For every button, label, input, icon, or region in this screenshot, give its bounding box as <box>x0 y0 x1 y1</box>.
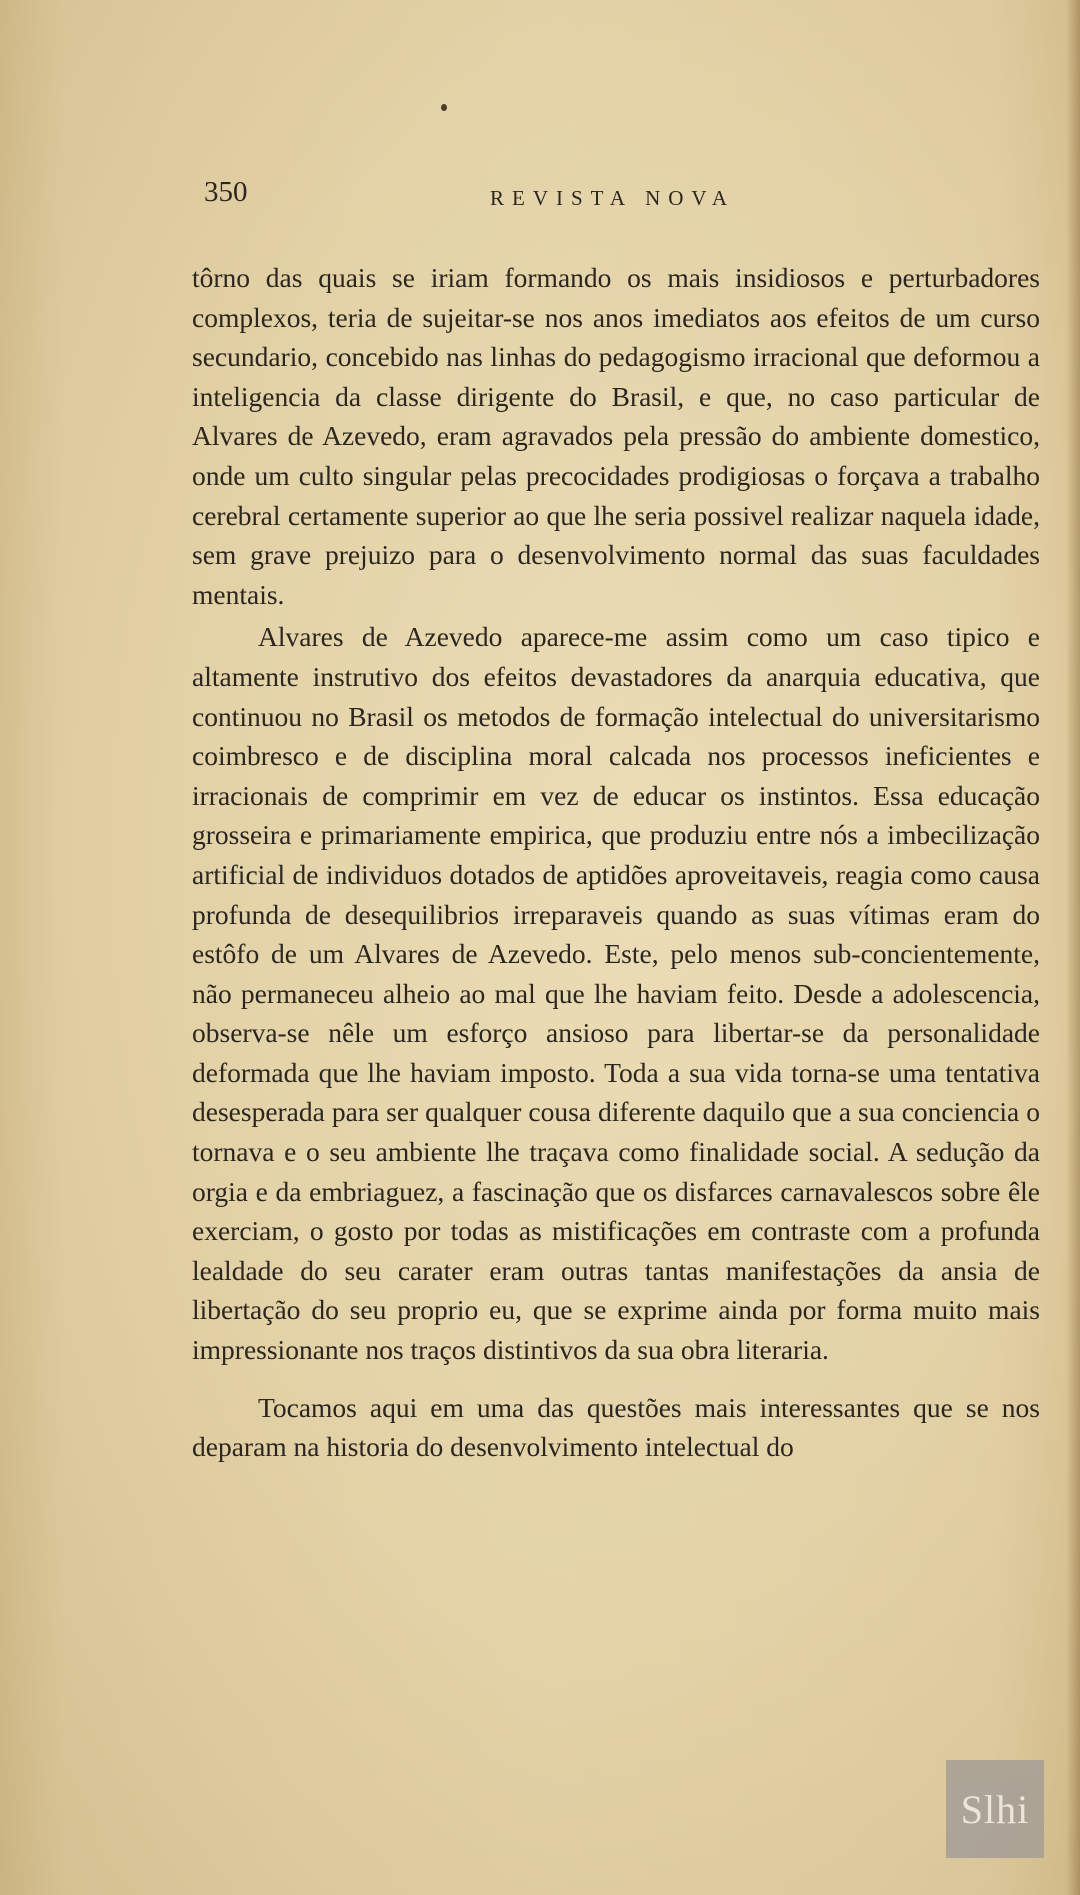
body-text <box>192 258 1040 1467</box>
library-stamp <box>946 1760 1044 1858</box>
page-header <box>204 176 764 216</box>
paragraph-3: Tocamos aqui em uma das questões mais interessantes que se nos deparam na historia do desenvolvimento intelectual do <box>192 1391 1040 1463</box>
page-number: 350 <box>204 176 248 208</box>
stamp-text: Slhi <box>960 1787 1030 1832</box>
paragraph-2: Alvares de Azevedo aparece-me assim como um caso tipico e altamente instrutivo dos efeitos devastadores da anarquia educativa, que continuou no Brasil os metodos de formação intelectual do universitarismo coimbresco e de disciplina moral calcada nos processos ineficientes e irracionais de comprimir em vez de educar os instintos. Essa educação grosseira e primariamente empirica, que produziu entre nós a imbecilização artificial de individuos dotados de aptidões aproveitaveis, reagia como causa profunda de desequilibrios irreparaveis quando as suas vítimas eram do estôfo de um Alvares de Azevedo. Este, pelo menos sub-concientemente, não permaneceu alheio ao mal que lhe haviam feito. Desde a adolescencia, observa-se nêle um esforço ansioso para libertar-se da personalidade deformada que lhe haviam imposto. Toda a sua vida torna-se uma tentativa desesperada para ser qualquer cousa diferente daquilo que a sua conciencia o tornava e o seu ambiente lhe traçava como finalidade social. A sedução da orgia e da embriaguez, a fascinação que os disfarces carnavalescos sobre êle exerciam, o gosto por todas as mistificações em contraste com a profunda lealdade do seu carater eram outras tantas manifestações da ansia de libertação do seu proprio eu, que se exprime ainda por forma muito mais impressionante nos traços distintivos da sua obra literaria. <box>192 621 1040 1366</box>
paragraph-1: tôrno das quais se iriam formando os mais insidiosos e perturbadores complexos, teria de sujeitar-se nos anos imediatos aos efeitos de um curso secundario, concebido nas linhas do pedagogismo irracional que deformou a inteligencia da classe dirigente do Brasil, e que, no caso particular de Alvares de Azevedo, eram agravados pela pressão do ambiente domestico, onde um culto singular pelas precocidades prodigiosas o forçava a trabalho cerebral certamente superior ao que lhe seria possivel realizar naquela idade, sem grave prejuizo para o desenvolvimento normal das suas faculdades mentais. <box>192 262 1040 610</box>
page-edge-shadow <box>1066 0 1080 1895</box>
running-title: REVISTA NOVA <box>490 186 736 210</box>
ink-speck <box>441 104 447 111</box>
